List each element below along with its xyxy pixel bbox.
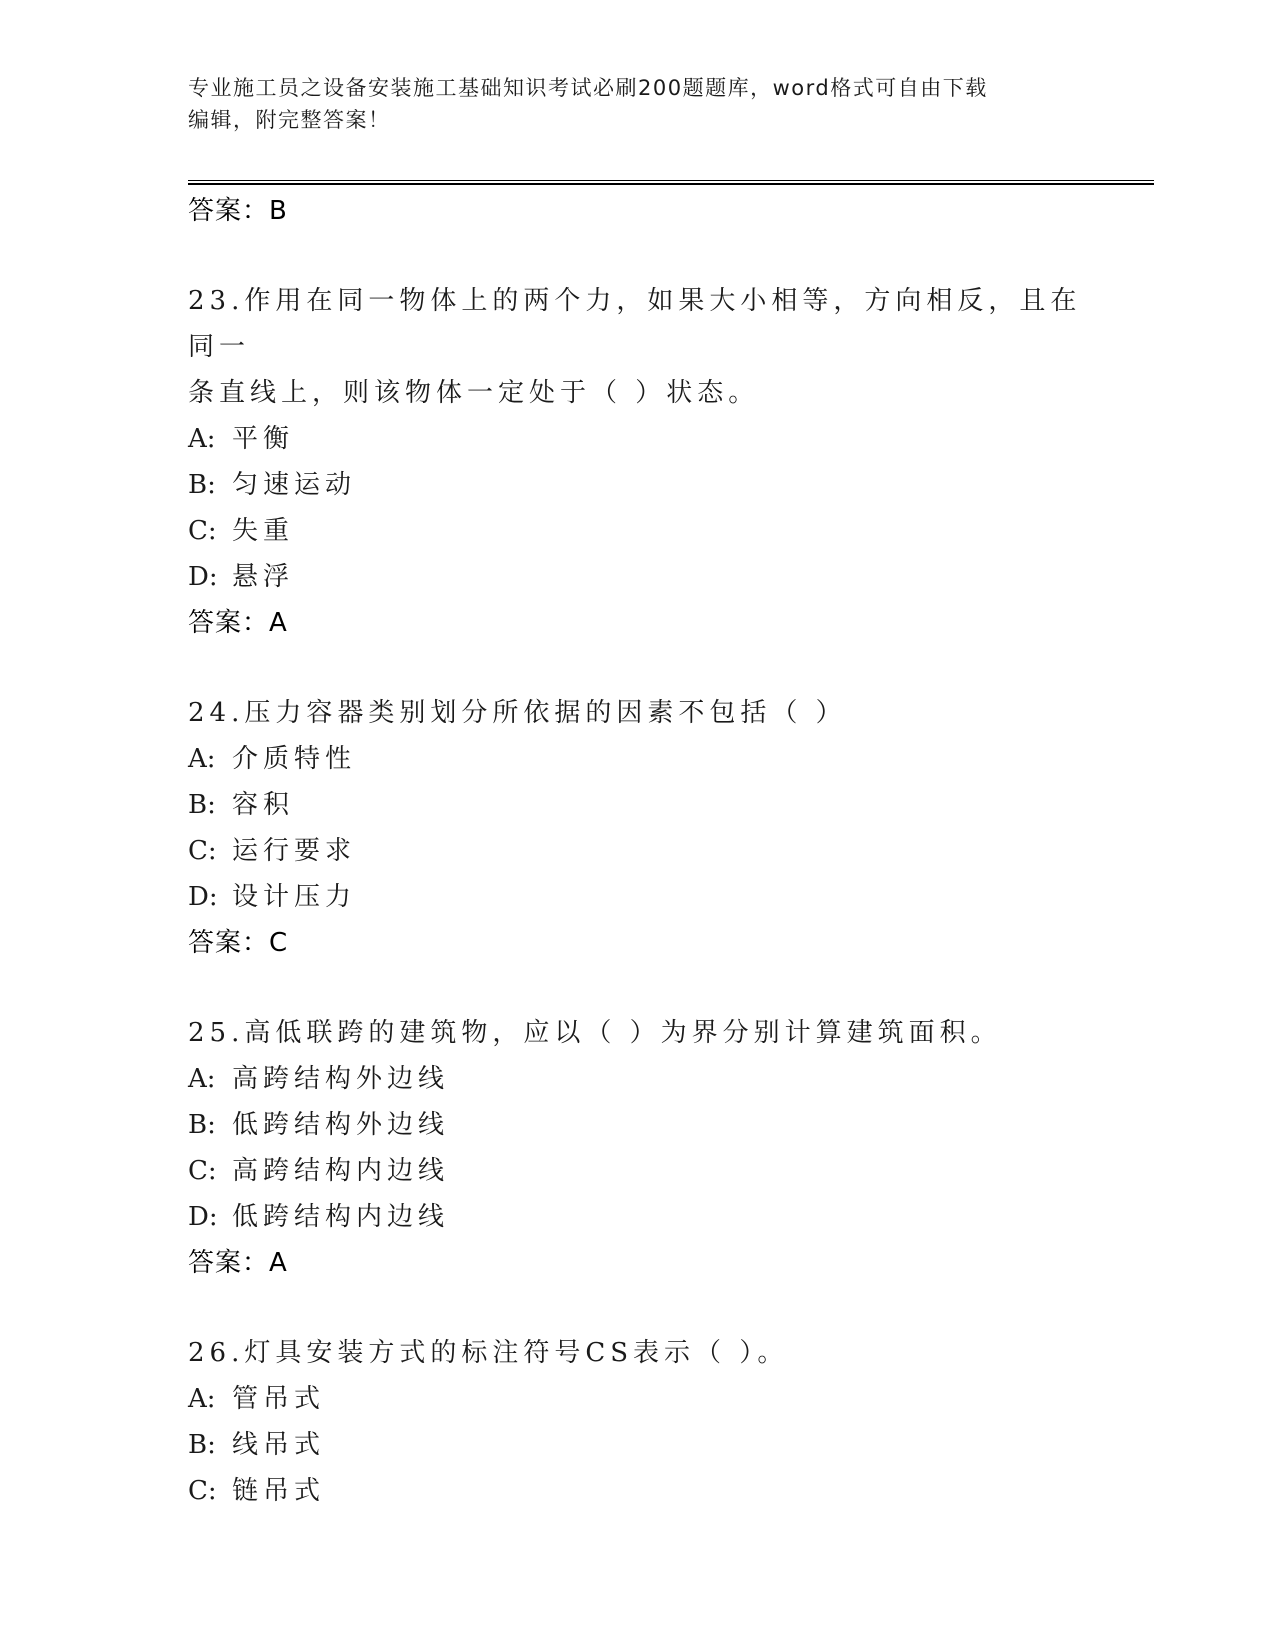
option-letter: A:	[188, 1064, 216, 1094]
question-23-answer: 答案：A	[188, 608, 288, 638]
option-text: 失重	[232, 516, 295, 546]
option-text: 运行要求	[232, 836, 357, 866]
question-26-text: 26.灯具安装方式的标注符号CS表示（ ）。	[188, 1338, 789, 1368]
question-24	[188, 690, 1088, 966]
header-divider-thin	[188, 180, 1154, 181]
option-text: 容积	[232, 790, 295, 820]
question-26	[188, 1330, 1088, 1514]
option-text: 管吊式	[232, 1384, 326, 1414]
question-25-option-d	[188, 1194, 1088, 1240]
option-letter: D:	[188, 882, 218, 912]
question-24-text: 24.压力容器类别划分所依据的因素不包括（ ）	[188, 698, 847, 728]
answer-22: 答案：B	[188, 196, 288, 226]
question-24-option-b	[188, 782, 1088, 828]
option-text: 低跨结构内边线	[232, 1202, 450, 1232]
option-letter: B:	[188, 790, 216, 820]
option-text: 平衡	[232, 424, 295, 454]
header-line-1: 专业施工员之设备安装施工基础知识考试必刷200题题库，word格式可自由下载	[188, 76, 988, 100]
question-23-option-d	[188, 554, 1088, 600]
option-text: 设计压力	[232, 882, 357, 912]
option-text: 高跨结构外边线	[232, 1064, 450, 1094]
question-24-answer: 答案：C	[188, 928, 289, 958]
question-26-option-c	[188, 1468, 1088, 1514]
question-list	[188, 188, 1088, 1514]
question-23-text-line-2: 条直线上，则该物体一定处于（ ）状态。	[188, 378, 760, 408]
option-letter: D:	[188, 1202, 218, 1232]
spacer	[188, 646, 1088, 690]
spacer	[188, 234, 1088, 278]
header-divider-thick	[188, 183, 1154, 185]
spacer	[188, 966, 1088, 1010]
option-text: 低跨结构外边线	[232, 1110, 450, 1140]
question-25-option-b	[188, 1102, 1088, 1148]
question-24-option-d	[188, 874, 1088, 920]
question-25-answer: 答案：A	[188, 1248, 288, 1278]
option-text: 匀速运动	[232, 470, 357, 500]
option-text: 线吊式	[232, 1430, 326, 1460]
question-26-option-b	[188, 1422, 1088, 1468]
question-23-text-line-1: 23.作用在同一物体上的两个力，如果大小相等，方向相反，且在同一	[188, 286, 1082, 362]
question-25	[188, 1010, 1088, 1286]
option-letter: D:	[188, 562, 218, 592]
option-text: 链吊式	[232, 1476, 326, 1506]
option-letter: B:	[188, 1430, 216, 1460]
option-letter: A:	[188, 424, 216, 454]
option-letter: A:	[188, 744, 216, 774]
option-letter: C:	[188, 836, 217, 866]
document-header	[188, 72, 1068, 136]
option-text: 悬浮	[232, 562, 295, 592]
question-23-option-b	[188, 462, 1088, 508]
option-text: 介质特性	[232, 744, 357, 774]
question-24-option-a	[188, 736, 1088, 782]
question-25-option-a	[188, 1056, 1088, 1102]
question-24-option-c	[188, 828, 1088, 874]
header-line-2: 编辑，附完整答案！	[188, 108, 391, 132]
option-letter: B:	[188, 470, 216, 500]
option-letter: C:	[188, 1156, 217, 1186]
question-23-option-a	[188, 416, 1088, 462]
option-text: 高跨结构内边线	[232, 1156, 450, 1186]
question-23-option-c	[188, 508, 1088, 554]
question-25-option-c	[188, 1148, 1088, 1194]
spacer	[188, 1286, 1088, 1330]
question-26-option-a	[188, 1376, 1088, 1422]
option-letter: B:	[188, 1110, 216, 1140]
option-letter: C:	[188, 1476, 217, 1506]
option-letter: A:	[188, 1384, 216, 1414]
option-letter: C:	[188, 516, 217, 546]
question-25-text: 25.高低联跨的建筑物，应以（ ）为界分别计算建筑面积。	[188, 1018, 1002, 1048]
question-23	[188, 278, 1088, 646]
